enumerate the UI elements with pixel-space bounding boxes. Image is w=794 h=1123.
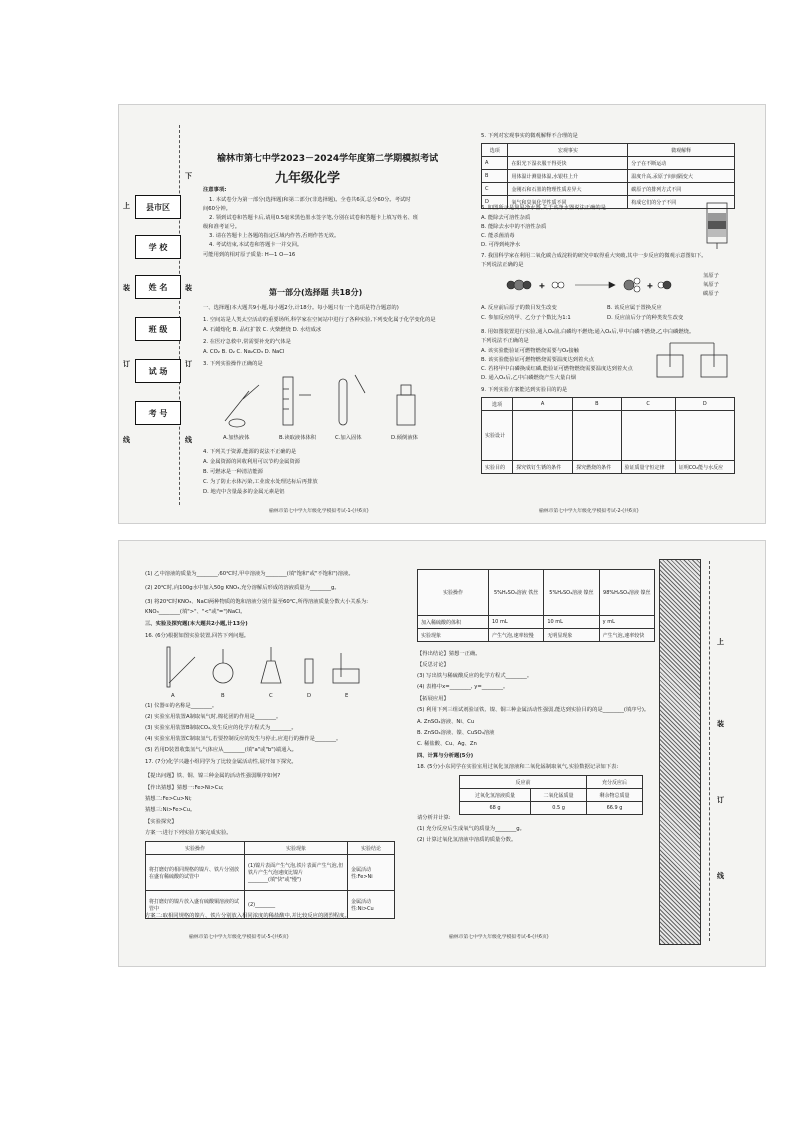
q9-table bbox=[481, 397, 735, 474]
svg-text:+: + bbox=[647, 282, 653, 290]
inquiry-line: 猜想三:Ni>Fe>Cu。 bbox=[145, 807, 196, 813]
table-cell: 68 g bbox=[460, 802, 531, 815]
question-8-line: 下列说法不正确的是 bbox=[481, 338, 529, 344]
table-cell: 构成它们的分子不同 bbox=[628, 196, 735, 209]
q17-sulfuric-table bbox=[417, 569, 655, 642]
notice-line: 可能用到的相对原子质量: H—1 O—16 bbox=[203, 252, 296, 258]
table-row bbox=[482, 170, 735, 183]
apparatus-label: D bbox=[307, 693, 312, 699]
table-row bbox=[418, 616, 655, 629]
question-5: 5. 下列对宏观事实的微观解释不合理的是 bbox=[481, 133, 578, 139]
table-cell: 用体温计测量体温,水银柱上升 bbox=[508, 170, 628, 183]
notice-line: 级和准考证号。 bbox=[203, 224, 241, 230]
info-box-number: 考 号 bbox=[135, 401, 181, 425]
table-row bbox=[460, 789, 643, 802]
table-header: 实验操作 bbox=[146, 842, 245, 855]
side-char: 装 bbox=[717, 720, 724, 728]
side-char: 订 bbox=[185, 360, 192, 368]
binding-line-right bbox=[709, 561, 710, 941]
question-7-option-b: B. 该反应属于置换反应 bbox=[607, 305, 662, 311]
table-header: 宏观事实 bbox=[508, 144, 628, 157]
question-7-option-c: C. 参加反应的甲、乙分子个数比为1:1 bbox=[481, 315, 571, 321]
notice-line: 4. 考试结束,本试卷和答题卡一并交回。 bbox=[209, 242, 303, 248]
table-cell: 温度升高,汞原子间间隔变大 bbox=[628, 170, 735, 183]
question-6-option: B. 能除去水中的不溶性杂质 bbox=[481, 224, 547, 230]
info-box-room: 试 场 bbox=[135, 359, 181, 383]
extension-line: (5) 利用下列三组试剂验证铁、镍、铜三种金属活动性强弱,能达到实验目的的是________(填序号)。 bbox=[417, 707, 650, 713]
table-row bbox=[482, 411, 735, 461]
inquiry-line: 【实验探究】 bbox=[145, 819, 177, 825]
q16-sub: (5) 若用D装置收集氢气,气体应从________(填"a"或"b")端通入。 bbox=[145, 747, 297, 753]
side-char: 线 bbox=[717, 872, 724, 880]
question-6-option: A. 能除去可溶性杂质 bbox=[481, 215, 531, 221]
table-header: 实验结论 bbox=[348, 842, 395, 855]
info-box-school: 学 校 bbox=[135, 235, 181, 259]
legend-oxygen: 氧原子 bbox=[703, 282, 719, 288]
table-row bbox=[482, 157, 735, 170]
exam-title: 榆林市第七中学2023－2024学年度第二学期模拟考试 bbox=[217, 154, 439, 164]
q3-option-c: C.加入固体 bbox=[335, 435, 362, 441]
table-header: B bbox=[573, 398, 621, 411]
legend-hydrogen: 氢原子 bbox=[703, 273, 719, 279]
inquiry-line: 猜想二:Fe>Cu>Ni; bbox=[145, 796, 192, 802]
question-6-option: C. 能杀菌消毒 bbox=[481, 233, 515, 239]
water-filter-figure bbox=[703, 201, 739, 251]
side-char: 线 bbox=[123, 436, 130, 444]
q3-option-a: A.加热液体 bbox=[223, 435, 250, 441]
apparatus-label: B bbox=[221, 693, 225, 699]
question-16: 16. (6分)根据如图实验装置,回答下列问题。 bbox=[145, 633, 250, 639]
extension-option: C. 稀盐酸、Cu、Ag、Zn bbox=[417, 741, 477, 747]
info-box-county: 县市区 bbox=[135, 195, 181, 219]
info-box-class: 班 级 bbox=[135, 317, 181, 341]
exam-page-bottom bbox=[118, 540, 766, 967]
question-8: 8. 用如图装置进行实验,通入O₂前,白磷均不燃烧;通入O₂后,甲中白磷不燃烧,乙中白磷燃烧。 bbox=[481, 329, 695, 335]
side-char: 下 bbox=[185, 172, 192, 180]
q15-line: (2) 20℃时,向100g水中加入50g KNO₃,充分溶解后形成的溶液质量为________g。 bbox=[145, 585, 340, 591]
conclusion-line: 【得出结论】猜想一正确。 bbox=[417, 651, 481, 657]
table-cell: D bbox=[482, 196, 508, 209]
apparatus-label: A bbox=[171, 693, 175, 699]
reflection-line: (3) 写出铁与稀硫酸反应的化学方程式________。 bbox=[417, 673, 533, 679]
q7-molecule-diagram bbox=[499, 271, 689, 301]
side-char: 订 bbox=[123, 360, 130, 368]
table-cell: 将打磨好的镍片放入盛有硫酸铜溶液的试管中 bbox=[146, 891, 245, 919]
table-row bbox=[482, 461, 735, 474]
q16-sub: (4) 实验室用装置C制取氢气,若要控制反应的发生与停止,应进行的操作是________。 bbox=[145, 736, 342, 742]
calc-line: 请分析并计算: bbox=[417, 815, 451, 821]
question-1: 1. 空间站是人类太空活动的重要场所,科学家在空间站中进行了各种实验,下列变化属于化学变化的是 bbox=[203, 317, 436, 323]
question-3: 3. 下列实验操作正确的是 bbox=[203, 361, 263, 367]
table-cell: 二氧化锰质量 bbox=[531, 789, 587, 802]
table-header: 微观解释 bbox=[628, 144, 735, 157]
question-8-option: C. 若将甲中白磷换成红磷,能验证可燃物燃烧需要温度达到着火点 bbox=[481, 366, 633, 372]
table-cell: 产生气泡,速率较快 bbox=[599, 629, 654, 642]
table-header: 5%H₂SO₄溶液 镍丝 bbox=[544, 570, 599, 616]
table-cell: 探究燃烧的条件 bbox=[573, 461, 621, 474]
part1-heading: 第一部分(选择题 共18分) bbox=[269, 288, 363, 297]
question-4-option: C. 为了防止水体污染,工业废水处理达标后再排放 bbox=[203, 479, 318, 485]
q15-line: (1) 乙中溶液的质量为________,60℃时,甲中溶液为________(填"饱和"或"不饱和")溶液。 bbox=[145, 571, 354, 577]
exam-page-top bbox=[118, 104, 766, 524]
binding-line-left bbox=[179, 125, 180, 505]
table-cell: 分子在不断运动 bbox=[628, 157, 735, 170]
table-cell: 实验设计 bbox=[482, 411, 513, 461]
exam-subject: 九年级化学 bbox=[275, 171, 341, 186]
q16-sub: (2) 实验室用装置A制取氧气时,棉花团的作用是________。 bbox=[145, 714, 282, 720]
question-8-option: B. 该实验能验证可燃物燃烧需要温度达到着火点 bbox=[481, 357, 594, 363]
extension-option: B. ZnSO₄溶液、镍、CuSO₄溶液 bbox=[417, 730, 495, 736]
legend-carbon: 碳原子 bbox=[703, 291, 719, 297]
question-6: 6. 如图所示是简易净水器,关于该净水器说法正确的是 bbox=[481, 205, 606, 211]
q16-sub: (1) 仪器①的名称是________。 bbox=[145, 703, 218, 709]
q16-apparatus-figure bbox=[165, 643, 365, 693]
method-2-line: 方案二:取相同规格的镍片、铁片分别放入相同浓度的稀盐酸中,并比较反应的剧烈程度。 bbox=[145, 913, 350, 919]
side-char: 线 bbox=[185, 436, 192, 444]
table-header: A bbox=[513, 398, 573, 411]
question-18: 18. (5分)小东同学在实验室用过氧化氢溶液和二氧化锰制取氧气,实验数据记录如下表: bbox=[417, 764, 619, 770]
table-header: 实验操作 bbox=[418, 570, 489, 616]
question-4-option: D. 地壳中含量最多的金属元素是铝 bbox=[203, 489, 285, 495]
table-cell: 10 mL bbox=[544, 616, 599, 629]
notice-line: 1. 本试卷分为第一部分(选择题)和第二部分(非选择题)。全卷共6页,总分60分。考试时 bbox=[209, 197, 411, 203]
question-17: 17. (7分)化学兴趣小组同学为了比较金属活动性,展开如下探究。 bbox=[145, 759, 297, 765]
table-cell: 实验现象 bbox=[418, 629, 489, 642]
q15-line: KNO₃________(填">"、"<"或"=")NaCl。 bbox=[145, 609, 246, 615]
notice-line: 间60分钟。 bbox=[203, 206, 231, 212]
table-cell: C bbox=[482, 183, 508, 196]
table-cell: 产生气泡,速率较慢 bbox=[489, 629, 544, 642]
table-cell: 0.5 g bbox=[531, 802, 587, 815]
extension-option: A. ZnSO₄溶液、Ni、Cu bbox=[417, 719, 475, 725]
table-cell: 金刚石和石墨的物理性质差异大 bbox=[508, 183, 628, 196]
table-cell: 剩余物总质量 bbox=[587, 789, 643, 802]
table-header: 选项 bbox=[482, 144, 508, 157]
q3-option-b: B.读取液体体积 bbox=[279, 435, 317, 441]
table-cell: (2)________ bbox=[245, 891, 348, 919]
table-cell: 金属活动性:Ni>Cu bbox=[348, 891, 395, 919]
table-cell: 探究铁钉生锈的条件 bbox=[513, 461, 573, 474]
question-1-options: A. 石蜡熔化 B. 品红扩散 C. 火柴燃烧 D. 水结成冰 bbox=[203, 327, 322, 333]
page-footer: 榆林市第七中学九年级化学模拟考试-1-(共6页) bbox=[269, 509, 369, 514]
side-char: 装 bbox=[123, 284, 130, 292]
question-8-option: D. 通入O₂后,乙中白磷燃烧产生大量白烟 bbox=[481, 375, 576, 381]
q15-line: (3) 将20℃时KNO₃、NaCl两种物质的饱和溶液分别升温至60℃,所得溶液质量分数大小关系为: bbox=[145, 599, 369, 605]
table-cell: A bbox=[482, 157, 508, 170]
inquiry-line: 【提出问题】铁、铜、镍三种金属的活动性强弱顺序如何? bbox=[145, 773, 281, 779]
table-header: D bbox=[675, 398, 734, 411]
extension-heading: 【拓展应用】 bbox=[417, 696, 449, 702]
info-box-name: 姓 名 bbox=[135, 275, 181, 299]
table-cell: 证明CO₂能与水反应 bbox=[675, 461, 734, 474]
question-6-option: D. 可得到纯净水 bbox=[481, 242, 521, 248]
table-cell: 氧气和臭氧化学性质不同 bbox=[508, 196, 628, 209]
table-cell: 将打磨好的相同规格的镍片、铁片分别放在盛有稀硫酸的试管中 bbox=[146, 855, 245, 891]
table-cell: 在阳光下湿衣服干得更快 bbox=[508, 157, 628, 170]
table-cell: 实验目的 bbox=[482, 461, 513, 474]
apparatus-cell bbox=[675, 411, 734, 461]
table-cell: 碳原子的排列方式不同 bbox=[628, 183, 735, 196]
question-4: 4. 下列关于资源,能源的说法不正确的是 bbox=[203, 449, 297, 455]
q3-apparatus-figure bbox=[215, 371, 435, 433]
table-header: 5%H₂SO₄溶液 铁丝 bbox=[489, 570, 544, 616]
question-4-option: A. 金属资源的回收利用可以节约金属资源 bbox=[203, 459, 300, 465]
table-header: 98%H₂SO₄溶液 镍丝 bbox=[599, 570, 654, 616]
apparatus-label: C bbox=[269, 693, 273, 699]
q5-table bbox=[481, 143, 735, 209]
table-row bbox=[460, 802, 643, 815]
inquiry-line: 方案一:进行下列实验方案完成实验。 bbox=[145, 830, 232, 836]
table-cell: 验证质量守恒定律 bbox=[621, 461, 675, 474]
table-cell: 无明显现象 bbox=[544, 629, 599, 642]
table-row bbox=[482, 183, 735, 196]
section-4-heading: 四、计算与分析题(5分) bbox=[417, 753, 474, 759]
apparatus-cell bbox=[573, 411, 621, 461]
question-7-option-a: A. 反应前后原子的数目发生改变 bbox=[481, 305, 557, 311]
question-7: 7. 我国科学家在利用二氧化碳合成淀粉的研究中取得重大突破,其中一步反应的微观示意图如下。 bbox=[481, 253, 707, 259]
question-8-option: A. 该实验能验证可燃物燃烧需要与O₂接触 bbox=[481, 348, 579, 354]
question-9: 9. 下列实验方案能达到实验目的的是 bbox=[481, 387, 568, 393]
table-header: 选项 bbox=[482, 398, 513, 411]
calc-line: (1) 充分反应后生成氧气的质量为________g。 bbox=[417, 826, 525, 832]
q16-sub: (3) 实验室用装置B制取CO₂,发生反应的化学方程式为________。 bbox=[145, 725, 297, 731]
q18-data-table bbox=[459, 775, 643, 815]
table-cell: 加入稀硫酸的体积 bbox=[418, 616, 489, 629]
reflection-heading: 【反思讨论】 bbox=[417, 662, 449, 668]
table-cell: 过氧化氢溶液质量 bbox=[460, 789, 531, 802]
table-cell: 10 mL bbox=[489, 616, 544, 629]
table-header: 充分反应后 bbox=[587, 776, 643, 789]
mc-instruction: 一、选择题(本大题共9小题,每小题2分,计18分。每小题只有一个选项是符合题意的) bbox=[203, 305, 399, 311]
table-cell: (1)镍片表面产生气泡,铁片表面产生气泡,但铁片产生气泡速度比镍片________(填"快"或"慢") bbox=[245, 855, 348, 891]
table-cell: 金属活动性:Fe>Ni bbox=[348, 855, 395, 891]
q3-option-d: D.倾倒液体 bbox=[391, 435, 418, 441]
table-cell: 66.9 g bbox=[587, 802, 643, 815]
question-7-line: 下列说法正确的是 bbox=[481, 262, 524, 268]
page-footer: 榆林市第七中学九年级化学模拟考试-5-(共6页) bbox=[189, 935, 289, 940]
apparatus-cell bbox=[513, 411, 573, 461]
question-2: 2. 在医疗急救中,常需要补充的气体是 bbox=[203, 339, 291, 345]
svg-text:+: + bbox=[539, 282, 545, 290]
question-4-option: B. 可燃冰是一种清洁能源 bbox=[203, 469, 263, 475]
page-footer: 榆林市第七中学九年级化学模拟考试-6-(共6页) bbox=[449, 935, 549, 940]
page-footer: 榆林市第七中学九年级化学模拟考试-2-(共6页) bbox=[539, 509, 639, 514]
question-2-options: A. CO₂ B. O₂ C. Na₂CO₃ D. NaCl bbox=[203, 349, 285, 355]
security-pattern-strip bbox=[659, 559, 701, 945]
table-row bbox=[146, 855, 395, 891]
reflection-line: (4) 表格中x=________, y=________。 bbox=[417, 684, 509, 690]
side-char: 订 bbox=[717, 796, 724, 804]
table-cell: B bbox=[482, 170, 508, 183]
notice-line: 2. 领到试卷和答题卡后,请用0.5毫米黑色墨水签字笔,分别在试卷和答题卡上填写姓名、班 bbox=[209, 215, 419, 221]
table-header: 反应前 bbox=[460, 776, 587, 789]
section-3-heading: 三、实验及探究题(本大题共2小题,计13分) bbox=[145, 621, 248, 627]
side-char: 上 bbox=[123, 202, 130, 210]
table-header: 实验现象 bbox=[245, 842, 348, 855]
inquiry-line: 【作出猜想】猜想一:Fe>Ni>Cu; bbox=[145, 785, 224, 791]
side-char: 上 bbox=[717, 638, 724, 646]
q8-apparatus-figure bbox=[653, 341, 739, 381]
calc-line: (2) 计算过氧化氢溶液中溶质的质量分数。 bbox=[417, 837, 517, 843]
table-row bbox=[418, 629, 655, 642]
apparatus-cell bbox=[621, 411, 675, 461]
notice-heading: 注意事项: bbox=[203, 187, 227, 193]
table-cell: y mL bbox=[599, 616, 654, 629]
q17-experiment-table bbox=[145, 841, 395, 919]
apparatus-label: E bbox=[345, 693, 349, 699]
question-7-option-d: D. 反应前后分子的种类发生改变 bbox=[607, 315, 684, 321]
side-char: 装 bbox=[185, 284, 192, 292]
notice-line: 3. 请在答题卡上各题的指定区域内作答,否则作答无效。 bbox=[209, 233, 340, 239]
table-header: C bbox=[621, 398, 675, 411]
